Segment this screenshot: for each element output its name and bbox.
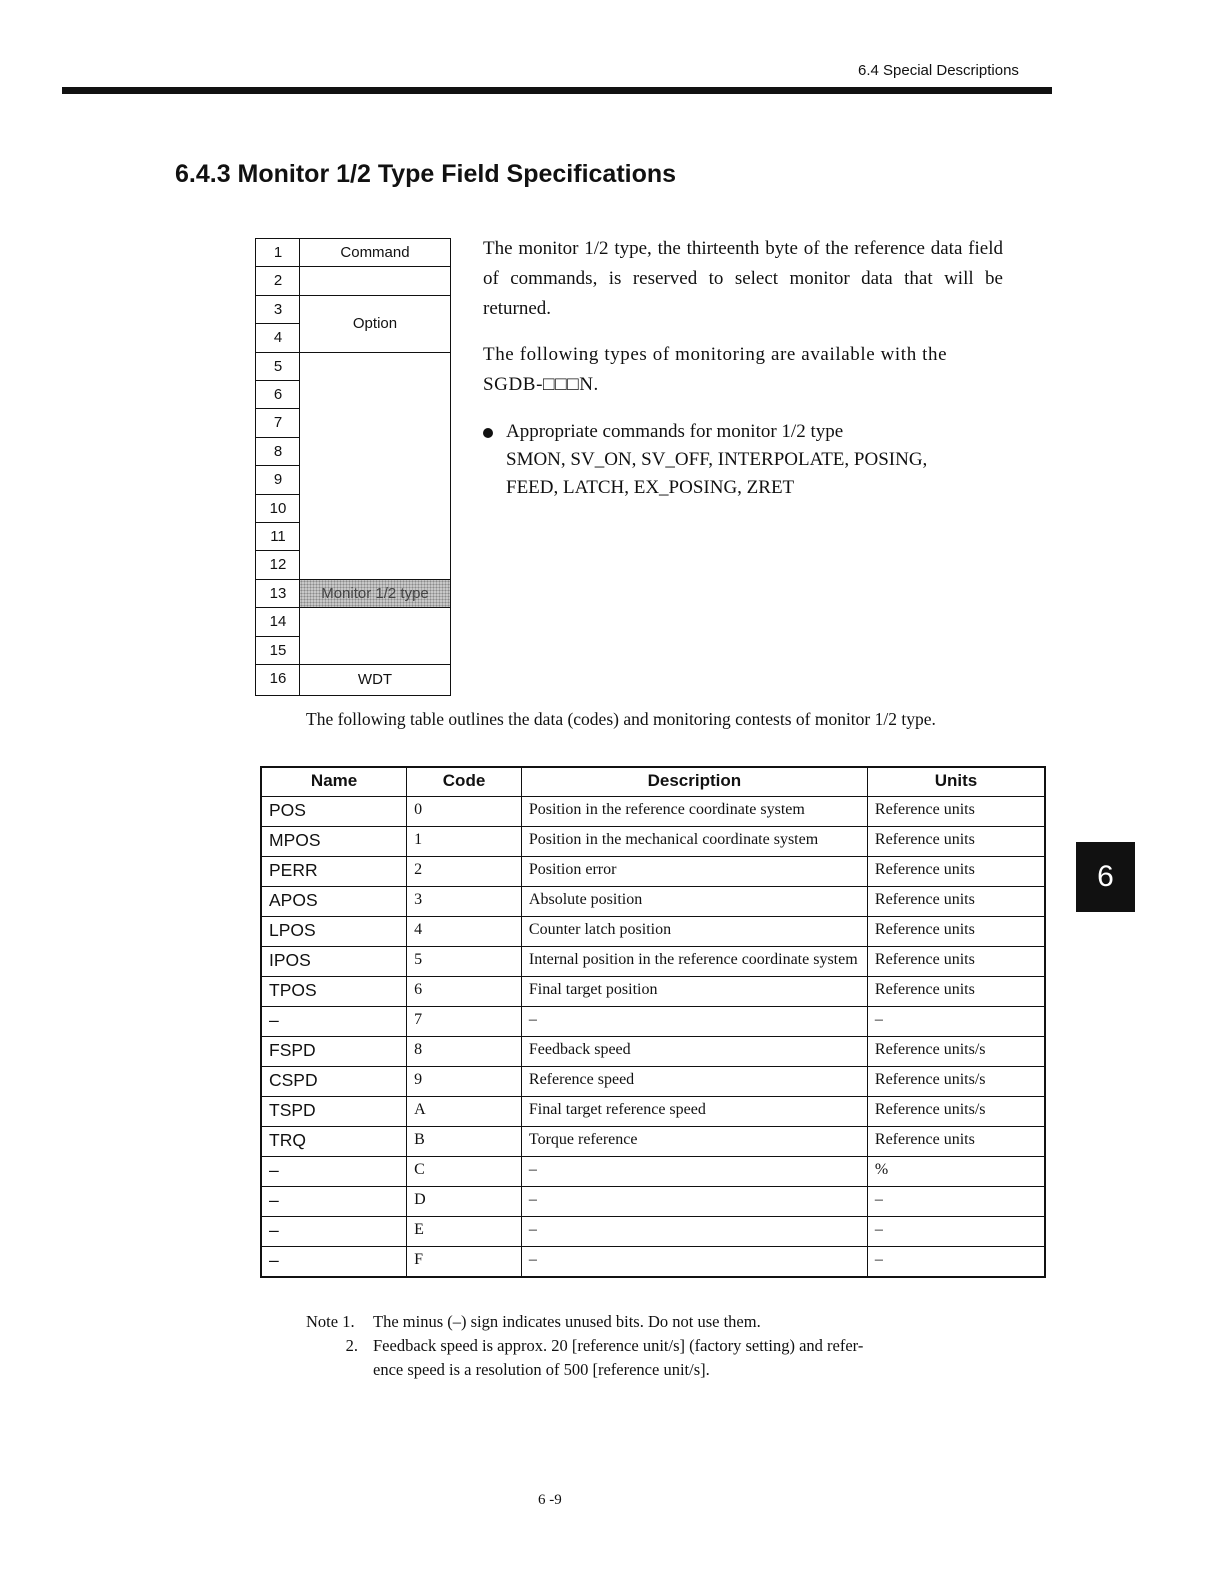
table-header-row [261,767,1045,797]
cell-units: Reference units [867,977,1045,1007]
intro-paragraph: The monitor 1/2 type, the thirteenth byte of the reference data field of commands, is reserved to select monitor data that will be returned. [483,238,1003,319]
cell-code: 9 [407,1067,522,1097]
cell-name: APOS [261,887,407,917]
cell-description: – [521,1217,867,1247]
cell-code: 2 [407,857,522,887]
cell-units: Reference units [867,917,1045,947]
byte-number: 7 [256,409,300,437]
cell-units: Reference units [867,857,1045,887]
cell-name: – [261,1157,407,1187]
cell-units: % [867,1157,1045,1187]
cell-description: Torque reference [521,1127,867,1157]
cell-code: B [407,1127,522,1157]
command-list-line: FEED, LATCH, EX_POSING, ZRET [506,477,795,498]
cell-units: Reference units [867,947,1045,977]
cell-description: Feedback speed [521,1037,867,1067]
note-text: Feedback speed is approx. 20 [reference unit/s] (factory setting) and refer- [373,1336,864,1355]
cell-code: 5 [407,947,522,977]
cell-name: FSPD [261,1037,407,1067]
running-header: 6.4 Special Descriptions [858,62,1019,79]
cell-description: – [521,1187,867,1217]
byte-number: 1 [256,239,300,267]
byte-number: 9 [256,466,300,494]
option-block: Option [300,296,450,353]
byte-number: 14 [256,608,300,636]
monitor-codes-table [260,766,1046,1278]
command-list-line: SMON, SV_ON, SV_OFF, INTERPOLATE, POSING, [506,449,928,470]
byte-number: 2 [256,267,300,295]
cell-units: Reference units [867,1127,1045,1157]
table-row [261,857,1045,887]
cell-name: TRQ [261,1127,407,1157]
bullet-text [506,418,1006,502]
table-row [261,1067,1045,1097]
byte-number: 3 [256,296,300,324]
table-caption: The following table outlines the data (codes) and monitoring contests of monitor 1/2 type. [306,709,936,729]
cell-description: Final target reference speed [521,1097,867,1127]
cell-units: – [867,1247,1045,1278]
table-row [261,1217,1045,1247]
cell-units: Reference units [867,827,1045,857]
cell-name: – [261,1247,407,1278]
table-row [261,1037,1045,1067]
bullet-icon [483,428,493,438]
column-header-units: Units [867,767,1045,797]
cell-name: TSPD [261,1097,407,1127]
cell-name: – [261,1187,407,1217]
note-text: ence speed is a resolution of 500 [reference unit/s]. [373,1360,710,1379]
cell-name: PERR [261,857,407,887]
table-row [261,1127,1045,1157]
cell-code: 7 [407,1007,522,1037]
byte-number: 16 [269,670,287,687]
wdt-block: WDT [357,671,393,688]
bullet-title: Appropriate commands for monitor 1/2 type [506,421,844,442]
cell-name: CSPD [261,1067,407,1097]
byte-number: 13 [256,580,300,608]
table-row [261,977,1045,1007]
cell-units: Reference units [867,887,1045,917]
cell-units: – [867,1217,1045,1247]
table-row [261,1157,1045,1187]
cell-units: Reference units/s [867,1097,1045,1127]
byte-number: 6 [256,381,300,409]
column-header-code: Code [407,767,522,797]
cell-code: 3 [407,887,522,917]
cell-code: 8 [407,1037,522,1067]
cell-units: – [867,1007,1045,1037]
cell-description: – [521,1157,867,1187]
byte-number: 12 [256,551,300,579]
table-row [261,947,1045,977]
table-row [261,1097,1045,1127]
note-label: 2. [345,1336,358,1355]
cell-description: Position error [521,857,867,887]
table-row [261,887,1045,917]
cell-code: 4 [407,917,522,947]
cell-name: MPOS [261,827,407,857]
availability-line: The following types of monitoring are available with the [483,344,948,365]
byte-number: 4 [256,324,300,352]
byte-number: 11 [256,523,300,551]
cell-description: Reference speed [521,1067,867,1097]
note-label: Note 1. [306,1312,355,1331]
cell-description: – [521,1247,867,1278]
cell-code: 6 [407,977,522,1007]
cell-name: – [261,1007,407,1037]
reference-data-block [300,353,450,580]
table-row [261,1007,1045,1037]
cell-description: Absolute position [521,887,867,917]
cell-code: 0 [407,797,522,827]
byte-number: 5 [256,353,300,381]
field-diagram [255,238,451,696]
cell-description: Position in the reference coordinate system [521,797,867,827]
page-number: 6 -9 [538,1492,562,1508]
model-name: SGDB-□□□N. [483,374,599,395]
table-row [261,797,1045,827]
cell-description: Final target position [521,977,867,1007]
cell-units: – [867,1187,1045,1217]
cell-code: 1 [407,827,522,857]
header-rule [62,87,1052,94]
cell-description: – [521,1007,867,1037]
table-row [261,917,1045,947]
cell-units: Reference units/s [867,1067,1045,1097]
cell-name: – [261,1217,407,1247]
cell-description: Internal position in the reference coordinate system [521,947,867,977]
cell-code: A [407,1097,522,1127]
command-block: Command [300,239,450,267]
cell-code: E [407,1217,522,1247]
cell-code: D [407,1187,522,1217]
cell-name: IPOS [261,947,407,977]
cell-units: Reference units [867,797,1045,827]
cell-description: Counter latch position [521,917,867,947]
section-title: 6.4.3 Monitor 1/2 Type Field Specifications [175,160,677,188]
column-header-name: Name [261,767,407,797]
byte-number-column [256,239,300,695]
availability-paragraph [483,340,1003,400]
table-row [261,1247,1045,1278]
cell-description: Position in the mechanical coordinate system [521,827,867,857]
column-header-description: Description [521,767,867,797]
cell-units: Reference units/s [867,1037,1045,1067]
reserved-block [300,608,450,665]
cell-name: LPOS [261,917,407,947]
byte-number: 15 [256,637,300,665]
cell-code: F [407,1247,522,1278]
byte-number: 10 [256,495,300,523]
monitor-type-block: Monitor 1/2 type [300,580,450,608]
table-row [261,1187,1045,1217]
note-text: The minus (–) sign indicates unused bits. Do not use them. [373,1312,761,1331]
cell-name: TPOS [261,977,407,1007]
cell-code: C [407,1157,522,1187]
reserved-block [300,267,450,295]
byte-number: 8 [256,438,300,466]
chapter-tab: 6 [1076,842,1135,912]
cell-name: POS [261,797,407,827]
table-row [261,827,1045,857]
